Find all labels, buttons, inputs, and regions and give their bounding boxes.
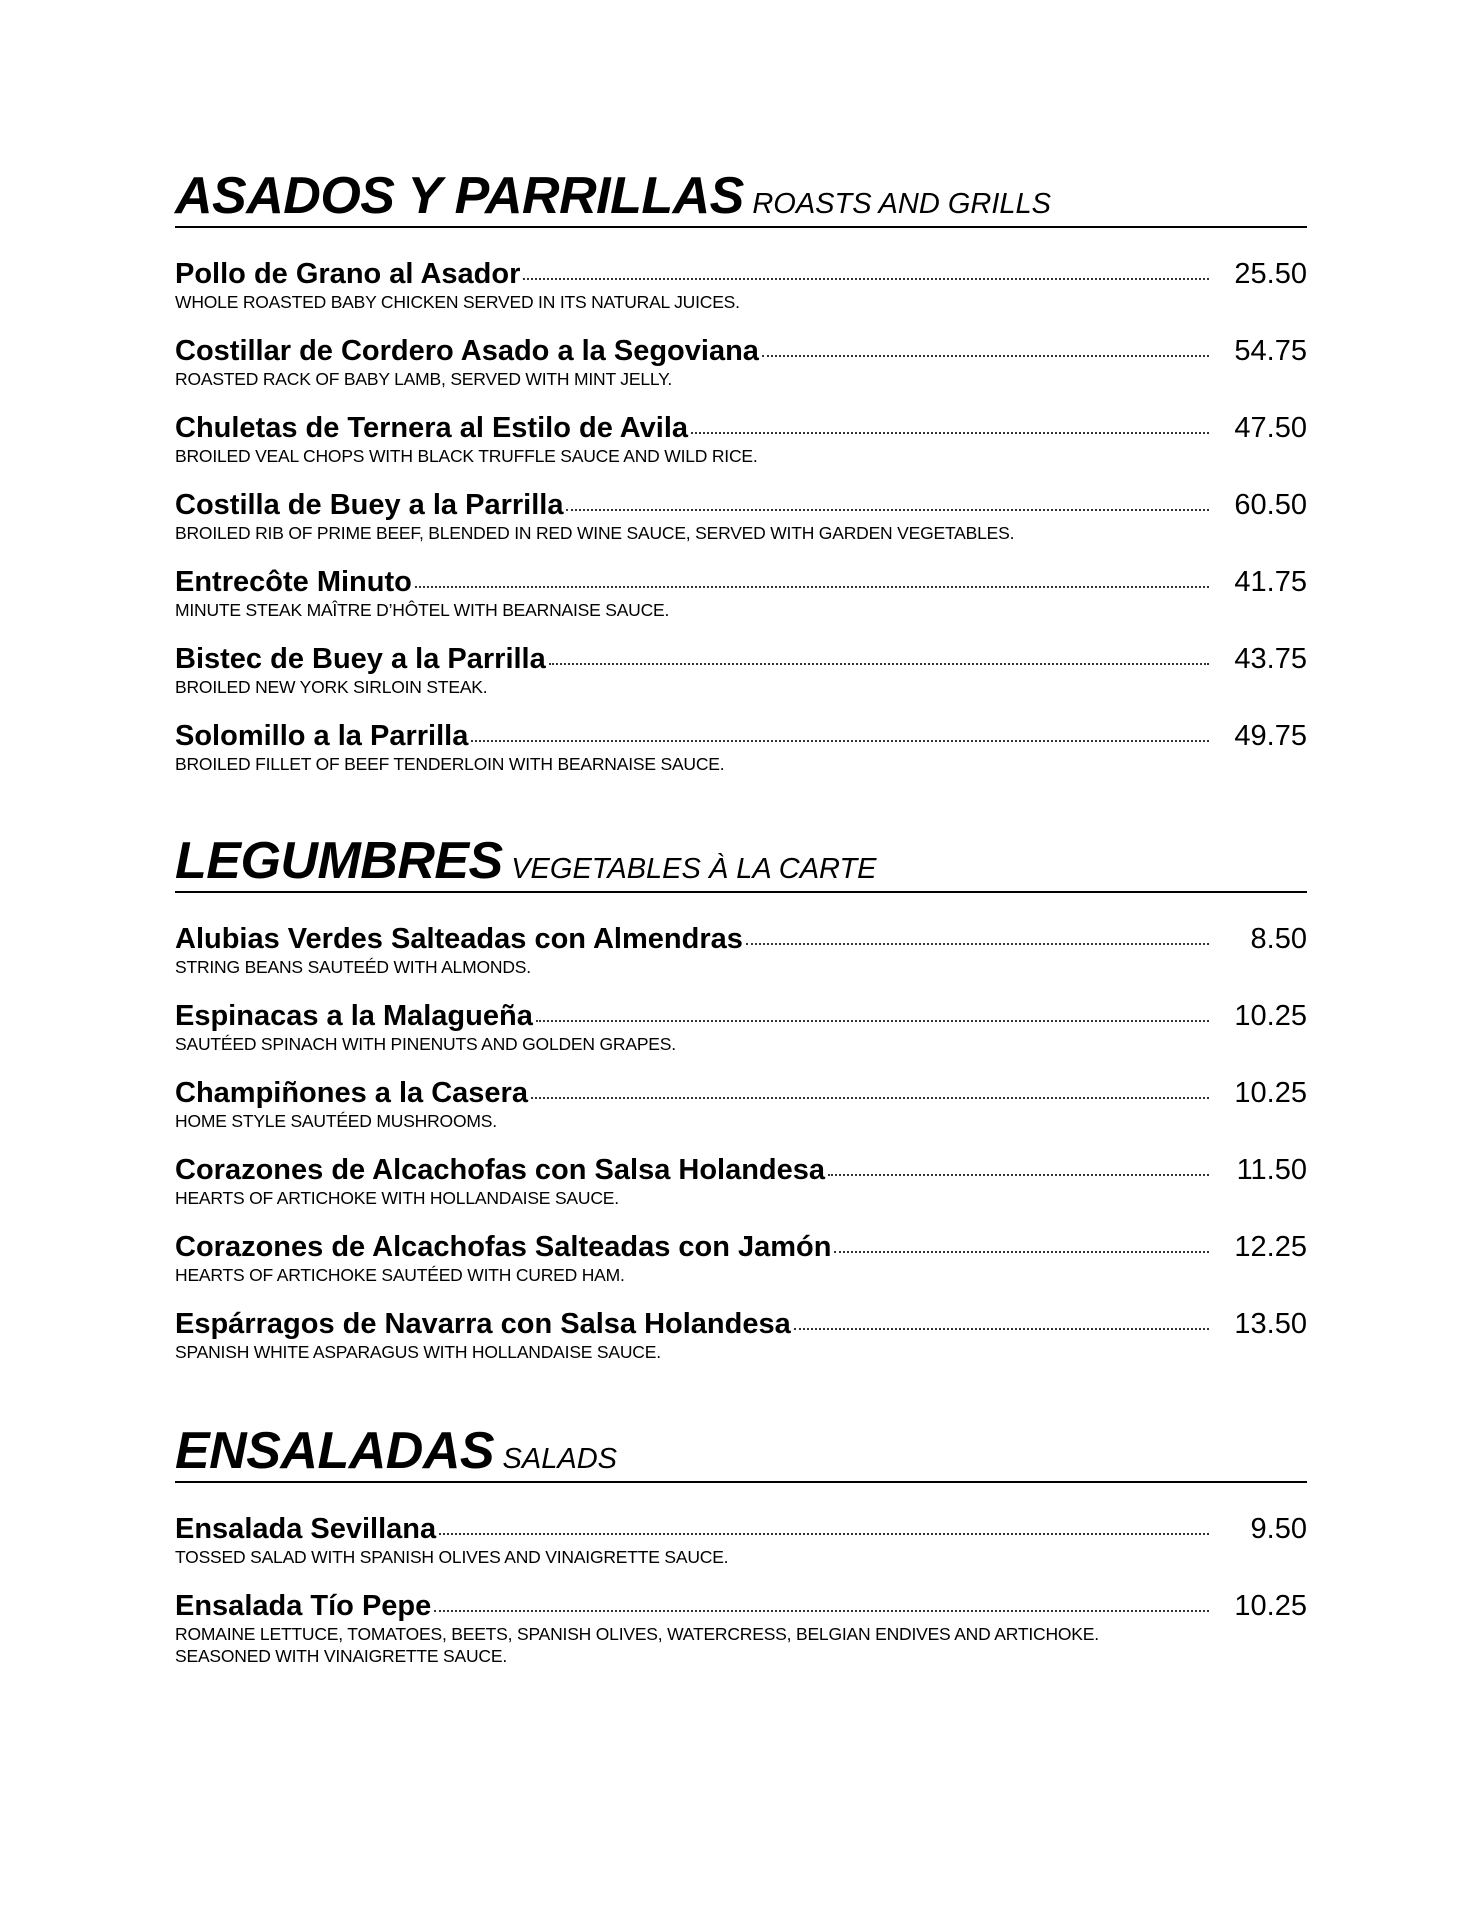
item-price: 10.25 (1234, 1077, 1307, 1109)
item-price: 8.50 (1250, 923, 1307, 955)
menu-item (175, 566, 1307, 621)
menu-item (175, 1231, 1307, 1286)
menu-item (175, 923, 1307, 978)
item-description: BROILED NEW YORK SIRLOIN STEAK. (175, 677, 488, 697)
item-price: 60.50 (1234, 489, 1307, 521)
item-price: 9.50 (1250, 1513, 1307, 1545)
item-price: 49.75 (1234, 720, 1307, 752)
item-name: Bistec de Buey a la Parrilla (175, 643, 546, 675)
item-description: SAUTÉED SPINACH WITH PINENUTS AND GOLDEN GRAPES. (175, 1034, 676, 1054)
dot-leader (471, 740, 1209, 742)
item-name: Ensalada Tío Pepe (175, 1590, 432, 1622)
item-name: Ensalada Sevillana (175, 1513, 437, 1545)
dot-leader (691, 432, 1209, 434)
dot-leader (434, 1610, 1209, 1612)
item-name: Corazones de Alcachofas Salteadas con Jamón (175, 1231, 832, 1263)
section-title: ENSALADAS (175, 1422, 495, 1480)
menu-item (175, 412, 1307, 467)
menu-item (175, 1077, 1307, 1132)
menu-item (175, 1308, 1307, 1363)
item-description: TOSSED SALAD WITH SPANISH OLIVES AND VINAIGRETTE SAUCE. (175, 1547, 729, 1567)
item-name: Champiñones a la Casera (175, 1077, 528, 1109)
section-subtitle: ROASTS AND GRILLS (752, 188, 1051, 220)
item-description: MINUTE STEAK MAÎTRE D’HÔTEL WITH BEARNAISE SAUCE. (175, 600, 670, 620)
dot-leader (828, 1174, 1209, 1176)
dot-leader (794, 1328, 1209, 1330)
section-header (175, 832, 1307, 893)
item-price: 13.50 (1234, 1308, 1307, 1340)
menu-item (175, 335, 1307, 390)
item-price: 25.50 (1234, 258, 1307, 290)
dot-leader (549, 663, 1209, 665)
item-name: Chuletas de Ternera al Estilo de Avila (175, 412, 689, 444)
section-vegetables (175, 832, 1307, 1363)
section-salads (175, 1422, 1307, 1667)
item-name: Solomillo a la Parrilla (175, 720, 469, 752)
dot-leader (523, 278, 1209, 280)
dot-leader (762, 355, 1209, 357)
section-header (175, 167, 1307, 228)
item-description: SPANISH WHITE ASPARAGUS WITH HOLLANDAISE SAUCE. (175, 1342, 661, 1362)
item-price: 47.50 (1234, 412, 1307, 444)
menu-item (175, 258, 1307, 313)
item-description: BROILED VEAL CHOPS WITH BLACK TRUFFLE SAUCE AND WILD RICE. (175, 446, 758, 466)
item-description: WHOLE ROASTED BABY CHICKEN SERVED IN ITS NATURAL JUICES. (175, 292, 740, 312)
item-description: BROILED RIB OF PRIME BEEF, BLENDED IN RED WINE SAUCE, SERVED WITH GARDEN VEGETABLES. (175, 523, 1015, 543)
dot-leader (415, 586, 1209, 588)
menu-page (175, 167, 1307, 1689)
item-description: HEARTS OF ARTICHOKE WITH HOLLANDAISE SAUCE. (175, 1188, 619, 1208)
menu-item (175, 1513, 1307, 1568)
dot-leader (834, 1251, 1209, 1253)
item-name: Corazones de Alcachofas con Salsa Holandesa (175, 1154, 826, 1186)
item-price: 41.75 (1234, 566, 1307, 598)
item-price: 10.25 (1234, 1000, 1307, 1032)
item-name: Costillar de Cordero Asado a la Segoviana (175, 335, 759, 367)
dot-leader (566, 509, 1209, 511)
section-header (175, 1422, 1307, 1483)
dot-leader (531, 1097, 1209, 1099)
item-name: Espinacas a la Malagueña (175, 1000, 533, 1032)
item-description: ROMAINE LETTUCE, TOMATOES, BEETS, SPANISH OLIVES, WATERCRESS, BELGIAN ENDIVES AND ARTICHOKE. SEASONED WITH VINAIGRETTE SAUCE. (175, 1624, 1099, 1666)
item-price: 12.25 (1234, 1231, 1307, 1263)
menu-item (175, 1154, 1307, 1209)
item-description: ROASTED RACK OF BABY LAMB, SERVED WITH MINT JELLY. (175, 369, 672, 389)
menu-item (175, 720, 1307, 775)
item-name: Alubias Verdes Salteadas con Almendras (175, 923, 743, 955)
item-price: 11.50 (1236, 1154, 1307, 1186)
section-title: ASADOS Y PARRILLAS (175, 167, 744, 225)
dot-leader (439, 1533, 1209, 1535)
item-description: STRING BEANS SAUTEÉD WITH ALMONDS. (175, 957, 531, 977)
item-price: 54.75 (1234, 335, 1307, 367)
item-price: 43.75 (1234, 643, 1307, 675)
item-name: Espárragos de Navarra con Salsa Holandesa (175, 1308, 791, 1340)
item-name: Entrecôte Minuto (175, 566, 412, 598)
menu-item (175, 643, 1307, 698)
menu-item (175, 1000, 1307, 1055)
dot-leader (536, 1020, 1209, 1022)
section-subtitle: VEGETABLES À LA CARTE (511, 853, 877, 885)
item-name: Pollo de Grano al Asador (175, 258, 521, 290)
item-description: BROILED FILLET OF BEEF TENDERLOIN WITH BEARNAISE SAUCE. (175, 754, 725, 774)
section-subtitle: SALADS (502, 1443, 617, 1475)
section-title: LEGUMBRES (175, 832, 503, 890)
item-description: HOME STYLE SAUTÉED MUSHROOMS. (175, 1111, 497, 1131)
item-price: 10.25 (1234, 1590, 1307, 1622)
dot-leader (746, 943, 1209, 945)
section-roasts-and-grills (175, 167, 1307, 775)
item-name: Costilla de Buey a la Parrilla (175, 489, 564, 521)
item-description: HEARTS OF ARTICHOKE SAUTÉED WITH CURED HAM. (175, 1265, 625, 1285)
menu-item (175, 489, 1307, 544)
menu-item (175, 1590, 1307, 1667)
